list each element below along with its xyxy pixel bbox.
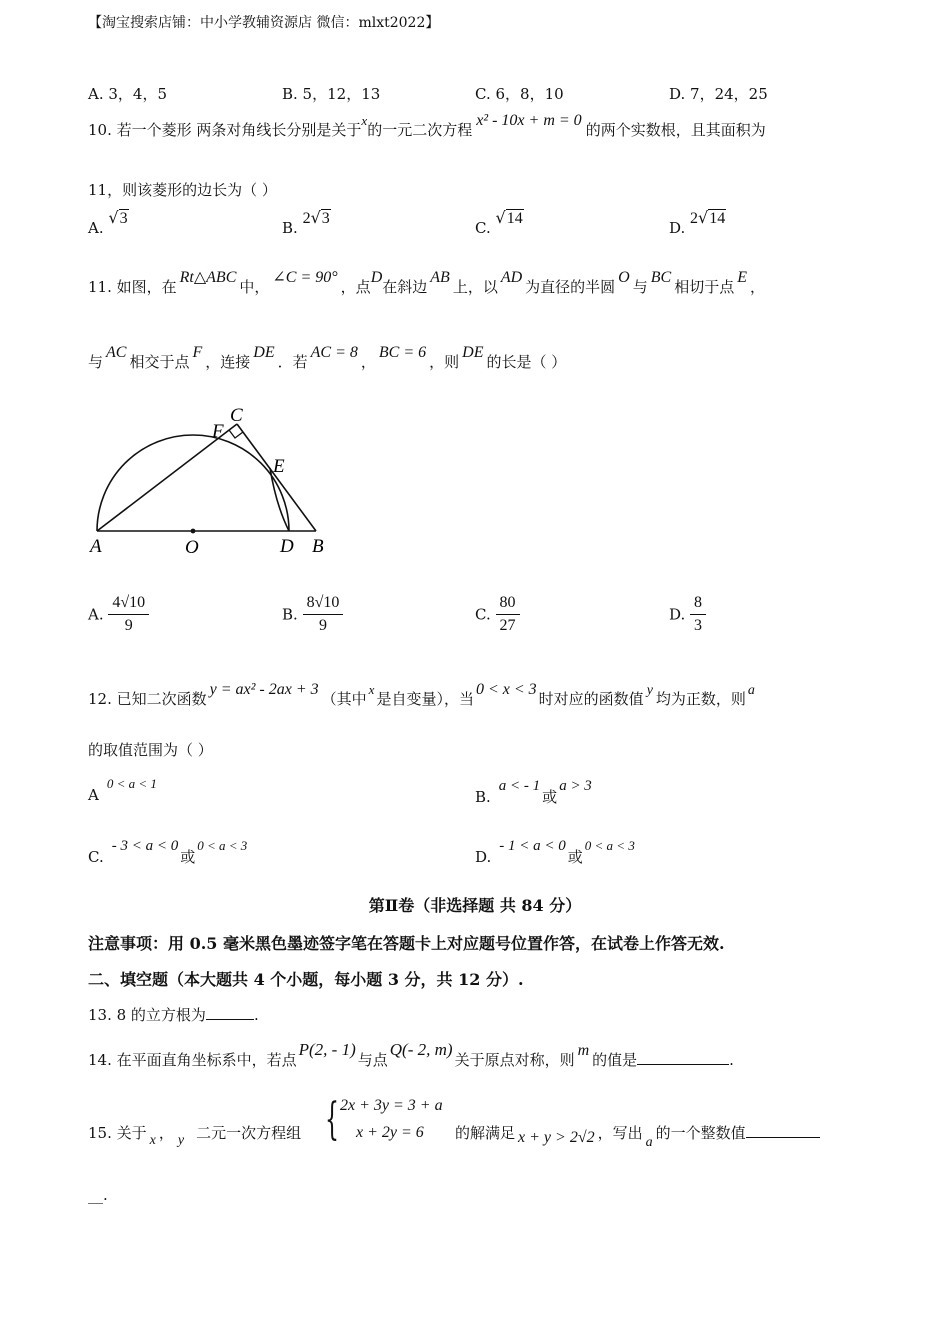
answer-blank[interactable] [637,1064,729,1065]
answer-blank[interactable] [746,1137,820,1138]
q10-text-c: 的两个实数根，且其面积为 [585,121,766,139]
radicand: 3 [119,210,128,227]
label-o: O [185,537,199,558]
q12-line2: 的取值范围为（ ） [88,741,213,759]
system-brace: { [325,1094,339,1145]
store-header: 【淘宝搜索店铺：中小学教辅资源店 微信：mlxt2022】 [88,15,440,31]
center-point [191,529,196,534]
radicand: 14 [506,210,523,227]
right-angle-mark [229,430,243,438]
q12-option-a: A0 < a < 1 [88,776,157,804]
q15-eq1: 2x + 3y = 3 + a [340,1097,443,1114]
q10-equation: x² - 10x + m = 0 [476,112,582,129]
q10-line2: 11，则该菱形的边长为（ ） [88,181,277,199]
q9-option-d: D. 7，24，25 [669,85,768,103]
q11-option-c: C. $\frac{80}{27}$ [475,594,520,635]
label-d: D [280,536,294,557]
answer-blank[interactable] [206,1019,254,1020]
q10-stem [88,112,766,140]
q10-option-d: D. 2√14 [669,208,726,237]
q12-option-b: B.a < - 1或a > 3 [475,778,592,806]
section2-notice: 注意事项：用 0.5 毫米黑色墨迹签字笔在答题卡上对应题号位置作答，在试卷上作答无效. [88,934,725,953]
q11-figure [80,400,340,565]
section2-title: 第Ⅱ卷（非选择题 共 84 分） [368,896,582,915]
radicand: 3 [321,210,330,227]
q11-stem: 11. 如图，在Rt△ABC中，∠C = 90°，点D在斜边AB上，以AD为直径的半圆O与BC相切于点E， [88,269,766,296]
q13: 13. 8 的立方根为 . [88,1006,259,1024]
q11-option-d: D. $\frac{8}{3}$ [669,594,706,635]
q10-option-b: B. 2√3 [282,208,330,237]
q15-line2: __. [88,1186,108,1204]
q15-eq2: x + 2y = 6 [356,1124,424,1141]
q11-triangle: Rt△ABC [179,269,237,286]
label-a: A [90,536,102,557]
q12-function: y = ax² - 2ax + 3 [209,681,319,698]
q12-stem: 12. 已知二次函数y = ax² - 2ax + 3（其中x是自变量），当0 < x < 3时对应的函数值 y 均为正数，则 a [88,681,755,708]
q12-option-c: C.- 3 < a < 0或0 < a < 3 [88,838,248,866]
q11-line2: 与AC相交于点F，连接DE．若AC = 8，BC = 6，则DE的长是（ ） [88,344,567,371]
q12-option-d: D.- 1 < a < 0或0 < a < 3 [475,838,635,866]
q10-var-x: x [361,113,368,128]
radicand: 14 [709,210,726,227]
q10-text-a: 10. 若一个菱形 两条对角线长分别是关于 [88,121,362,139]
q11-angle: ∠C = 90° [272,269,338,286]
q9-option-c: C. 6，8，10 [475,85,564,103]
label-e: E [273,456,285,477]
q14: 14. 在平面直角坐标系中，若点P(2, - 1)与点Q(- 2, m)关于原点对称，则m的值是 . [88,1040,734,1069]
option-label: D. [669,219,686,237]
section2-part-heading: 二、填空题（本大题共 4 个小题，每小题 3 分，共 12 分）. [88,970,524,989]
q9-option-a: A. 3，4，5 [88,85,167,103]
label-f: F [212,421,224,442]
q15-stem-a: 15. 关于 x ， y 二元一次方程组 [88,1124,302,1148]
label-c: C [230,405,243,426]
q9-option-b: B. 5，12，13 [282,85,381,103]
option-label: C. [475,219,491,237]
segment-cb [237,424,316,531]
option-label: A. [88,219,104,237]
q11-option-a: A. $\frac{4√10}{9}$ [88,594,149,635]
q11-option-b: B. $\frac{8√10}{9}$ [282,594,343,635]
q10-option-a: A. √3 [88,208,128,237]
q15-stem-b: 的解满足 x + y > 2√2 ，写出a的一个整数值 [455,1122,820,1143]
option-label: B. [282,219,298,237]
q10-option-c: C. √14 [475,208,523,237]
q10-text-b: 的一元二次方程 [367,121,473,139]
semicircle [97,435,289,531]
label-b: B [312,536,324,557]
